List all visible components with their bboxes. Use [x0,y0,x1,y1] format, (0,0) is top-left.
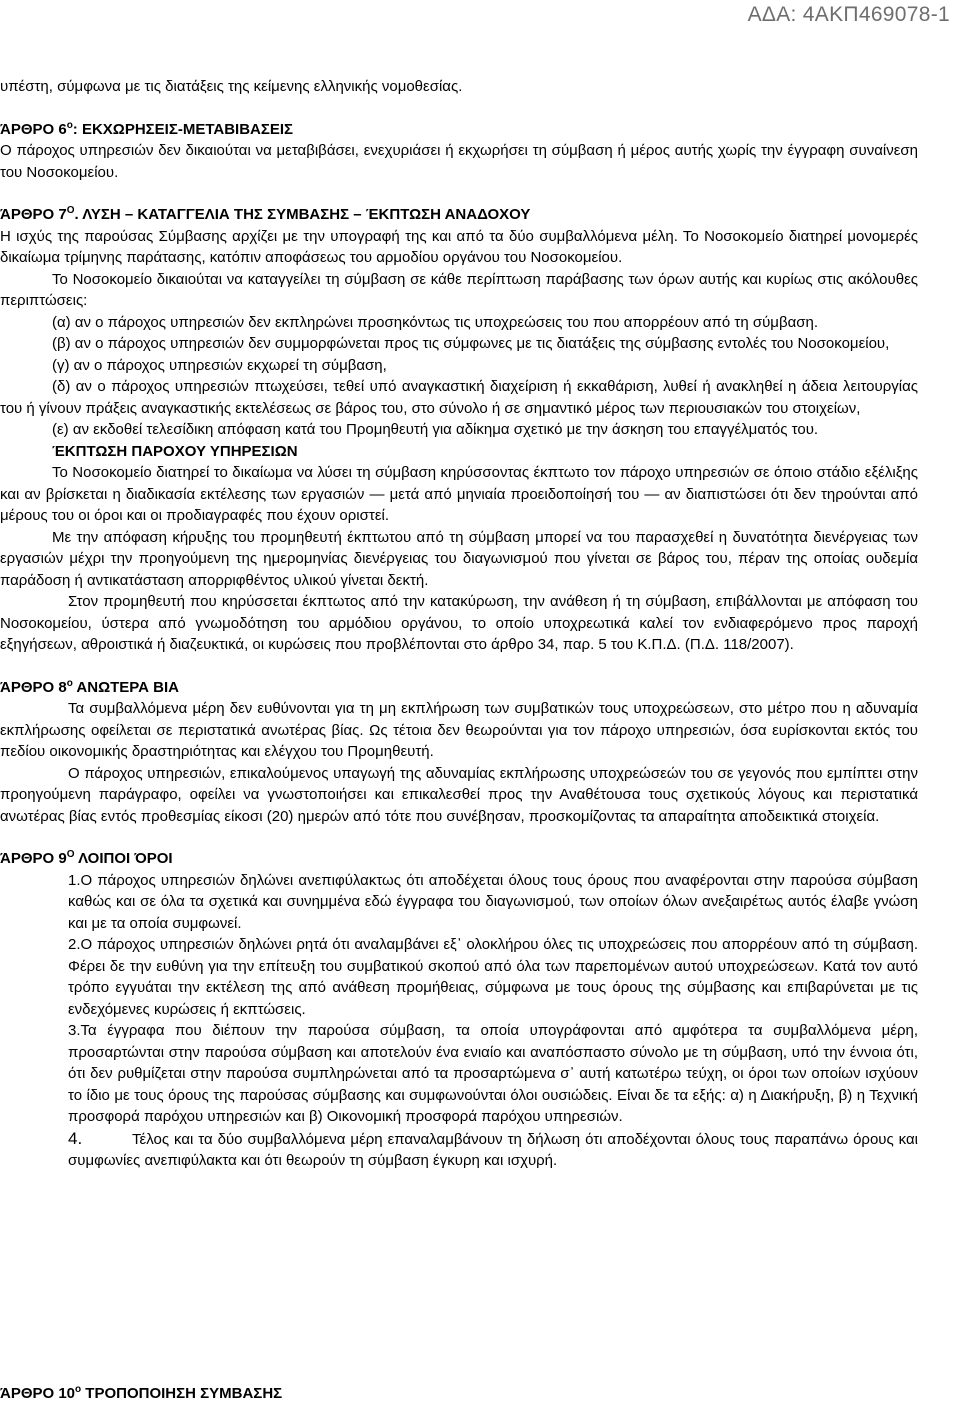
article-7-case-c: (γ) αν ο πάροχος υπηρεσιών εκχωρεί τη σύμβαση, [52,356,387,374]
article-9-heading: ΆΡΘΡΟ $9^O$ ΛΟΙΠΟΙ ΌΡΟΙ [0,849,173,867]
article-7-sub-paragraph-2: Με την απόφαση κήρυξης του προμηθευτή έκπτωτου από τη σύμβαση μπορεί να του παρασχεθεί η δυνατότητα διενέργειας των εργασιών μέχρι την προηγούμενη της ημερομηνίας διενέργειας του διαγωνισμού που γίνεται σε βάρος του, πέραν της οποίας ουδεμία παράδοση ή αντικατάσταση απορριφθέντος υλικού γίνεται δεκτή. [0,528,918,589]
article-10-heading: ΆΡΘΡΟ $10^o$ ΤΡΟΠΟΠΟΙΗΣΗ ΣΥΜΒΑΣΗΣ [0,1384,283,1402]
article-7-case-a: (α) αν ο πάροχος υπηρεσιών δεν εκπληρώνει προσηκόντως τις υποχρεώσεις του που απορρέουν από τη σύμβαση. [52,313,819,331]
ada-identifier: ΑΔΑ: 4ΑΚΠ469078-1 [747,3,950,26]
article-8-paragraph-1: Τα συμβαλλόμενα μέρη δεν ευθύνονται για τη μη εκπλήρωση των συμβατικών τους υποχρεώσεων, στο μέτρο που η αδυναμία εκπλήρωσης οφείλεται σε περιστατικά ανωτέρας βίας. Ως τέτοια δεν θεωρούνται για τον πάροχο υπηρεσιών, όσα ευρίσκονται εκτός του πεδίου οικονομικής δραστηριότητας και ελέγχου του Προμηθευτή. [0,700,918,760]
article-9-item-4: 4. Τέλος και τα δύο συμβαλλόμενα μέρη επαναλαμβάνουν τη δήλωση ότι αποδέχονται όλους τους παραπάνω όρους και συμφωνίες ανεπιφύλακτα και ότι θεωρούν τη σύμβαση έγκυρη και ισχυρή. [68,1128,918,1169]
intro-line: υπέστη, σύμφωνα με τις διατάξεις της κείμενης ελληνικής νομοθεσίας. [0,78,463,95]
article-7-heading: ΆΡΘΡΟ $7^O$. ΛΥΣΗ – ΚΑΤΑΓΓΕΛΙΑ ΤΗΣ ΣΥΜΒΑΣΗΣ – ΈΚΠΤΩΣΗ ΑΝΑΔΟΧΟΥ [0,205,531,223]
article-6-paragraph: Ο πάροχος υπηρεσιών δεν δικαιούται να μεταβιβάσει, ενεχυριάσει ή εκχωρήσει τη σύμβαση ή μέρος αυτής χωρίς την έγγραφη συναίνεση του Νοσοκομείου. [0,142,918,181]
article-8-heading: ΆΡΘΡΟ $8^o$ ΑΝΩΤΕΡΑ ΒΙΑ [0,677,179,696]
document-body [0,76,918,1172]
article-9-item-2: 2.Ο πάροχος υπηρεσιών δηλώνει ρητά ότι αναλαμβάνει εξ᾽ ολοκλήρου όλες τις υποχρεώσεις που απορρέουν από τη σύμβαση. Φέρει δε την ευθύνη για την επίτευξη του συμβατικού σκοπού από όλα των παρεπομένων αυτού υποχρεώσεων. Κατά τον αυτό τρόπο εγγυάται την εκτέλεση της από ανάθεση προμήθειας, σύμφωνα με τους όρους της σύμβασης και επιβαρύνεται με τις ενδεχόμενες κυρώσεις ή εκπτώσεις. [68,936,918,1018]
article-8-paragraph-2: Ο πάροχος υπηρεσιών, επικαλούμενος υπαγωγή της αδυναμίας εκπλήρωσης υποχρεώσεών του σε γεγονός που εμπίπτει στην προηγούμενη παράγραφο, οφείλει να γνωστοποιήσει και επικαλεσθεί προς την Αναθέτουσα τους σχετικούς λόγους και περιστατικά ανωτέρας βίας εντός προθεσμίας είκοσι (20) ημερών από τότε που συνέβησαν, προσκομίζοντας τα απαραίτητα αποδεικτικά στοιχεία. [0,764,918,825]
article-6-heading: ΆΡΘΡΟ $6^o$: ΕΚΧΩΡΗΣΕΙΣ-ΜΕΤΑΒΙΒΑΣΕΙΣ [0,119,294,138]
article-7-subheading: ΈΚΠΤΩΣΗ ΠΑΡΟΧΟΥ ΥΠΗΡΕΣΙΩΝ [52,442,298,460]
article-9-item-3: 3.Τα έγγραφα που διέπουν την παρούσα σύμβαση, τα οποία υπογράφονται από αμφότερα τα συμβαλλόμενα μέρη, προσαρτώνται στην παρούσα σύμβαση και αποτελούν ένα ενιαίο και αναπόσπαστο σύνολο με τη σύμβαση, υπό την έννοια ότι, ότι δεν ρυθμίζεται στην παρούσα συμπληρώνεται από τα προσαρτώμενα σ᾽ αυτή κατωτέρω τεύχη, οι όροι των οποίων ισχύουν το ίδιο με τους όρους της παρούσας σύμβασης και συμφωνούνται όλοι ουσιώδεις. Είναι δε τα εξής: α) η Διακήρυξη, β) η Τεχνική προσφορά παρόχου υπηρεσιών και β) Οικονομική προσφορά παρόχου υπηρεσιών. [68,1022,918,1125]
article-7-case-d: (δ) αν ο πάροχος υπηρεσιών πτωχεύσει, τεθεί υπό αναγκαστική διαχείριση ή εκκαθάριση, λυθεί ή ανακληθεί η άδεια λειτουργίας του ή γίνουν πράξεις αναγκαστικής εκτελέσεως σε βάρος του, στο σύνολο ή σε σημαντικό μέρος των περιουσιακών του στοιχείων, [0,378,918,417]
article-7-paragraph-2: Το Νοσοκομείο δικαιούται να καταγγείλει τη σύμβαση σε κάθε περίπτωση παράβασης των όρων αυτής και κυρίως στις ακόλουθες περιπτώσεις: [0,270,918,309]
article-7-case-e: (ε) αν εκδοθεί τελεσίδικη απόφαση κατά του Προμηθευτή για αδίκημα σχετικό με την άσκηση του επαγγέλματός του. [52,421,819,438]
article-7-sub-paragraph-1: Το Νοσοκομείο διατηρεί το δικαίωμα να λύσει τη σύμβαση κηρύσσοντας έκπτωτο τον πάροχο υπηρεσιών σε όποιο στάδιο εξέλιξης και αν βρίσκεται η διαδικασία εκτέλεσης των εργασιών — μετά από μηνιαία προειδοποίησή του — αν διαπιστώσει ότι δεν τηρούνται από μέρους του οι όροι και οι προδιαγραφές που έχουν οριστεί. [0,464,918,524]
article-7-paragraph-1: Η ισχύς της παρούσας Σύμβασης αρχίζει με την υπογραφή της και από τα δύο συμβαλλόμενα μέλη. Το Νοσοκομείο διατηρεί μονομερές δικαίωμα τρίμηνης παράτασης, κατόπιν αποφάσεως του αρμοδίου οργάνου του Νοσοκομείου. [0,227,918,266]
article-7-case-b: (β) αν ο πάροχος υπηρεσιών δεν συμμορφώνεται προς τις σύμφωνες με τις διατάξεις της σύμβασης εντολές του Νοσοκομείου, [52,335,890,352]
article-9-item-1: 1.Ο πάροχος υπηρεσιών δηλώνει ανεπιφύλακτως ότι αποδέχεται όλους τους όρους που αναφέρονται στην παρούσα σύμβαση καθώς και σε όλα τα σχετικά και συνημμένα εδώ έγγραφα του διαγωνισμού, των οποίων όλων ανεξαιρέτως αυτός έλαβε γνώση και με τα οποία συμφωνεί. [68,871,918,932]
article-7-sub-paragraph-3: Στον προμηθευτή που κηρύσσεται έκπτωτος από την κατακύρωση, την ανάθεση ή τη σύμβαση, επιβάλλονται με απόφαση του Νοσοκομείου, ύστερα από γνωμοδότηση του αρμόδιου οργάνου, το οποίο υποχρεωτικά καλεί τον ενδιαφερόμενο προς παροχή εξηγήσεων, αθροιστικά ή διαζευκτικά, οι κυρώσεις που προβλέπονται στο άρθρο 34, παρ. 5 του Κ.Π.Δ. (Π.Δ. 118/2007). [0,593,918,653]
